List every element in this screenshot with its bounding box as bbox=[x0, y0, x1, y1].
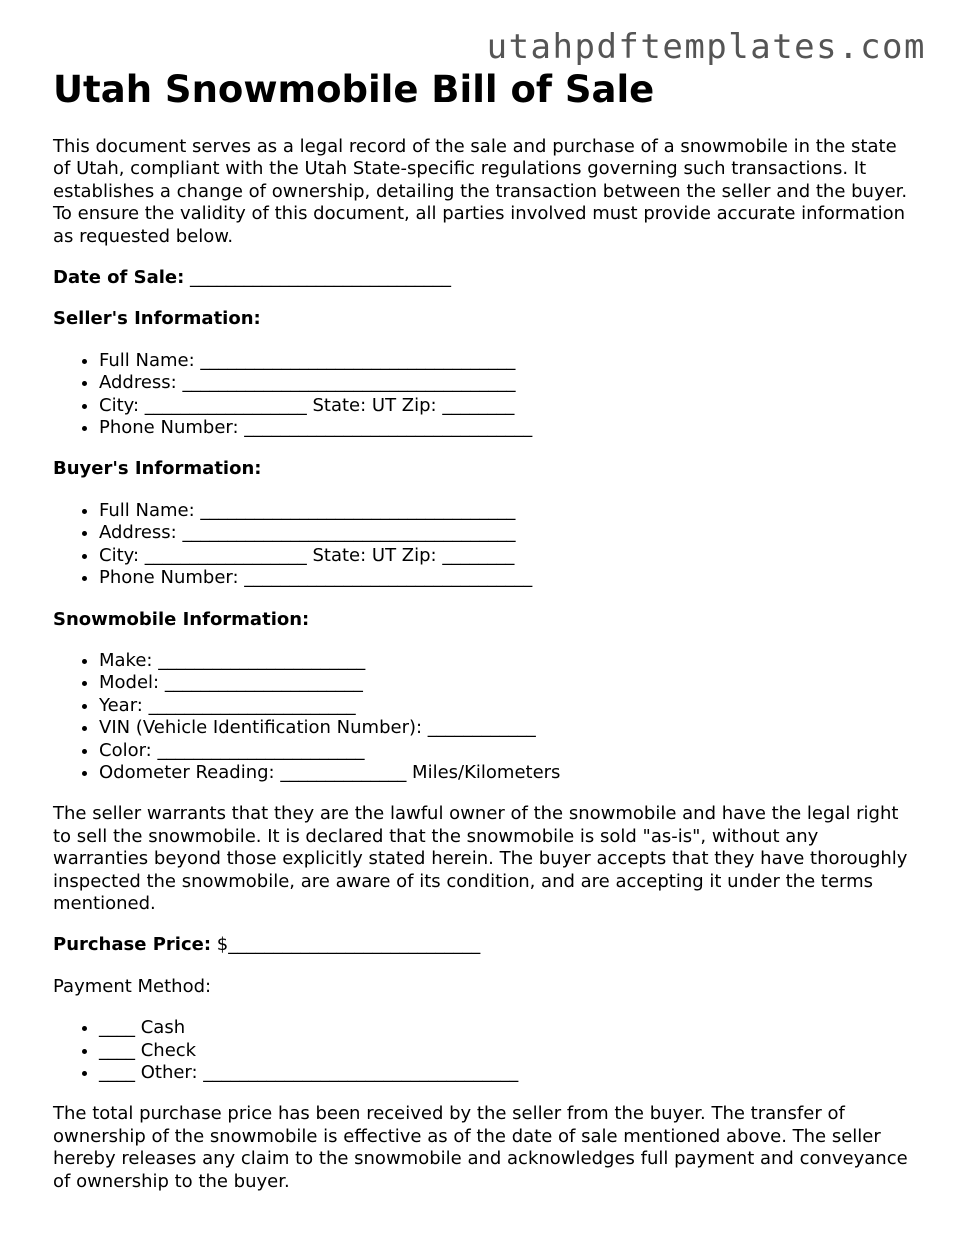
seller-info-list bbox=[53, 350, 913, 440]
payment-check: • ____ Check bbox=[99, 1040, 913, 1062]
seller-city-state-zip: • City: __________________ State: UT Zip: ________ bbox=[99, 395, 913, 417]
closing-paragraph: The total purchase price has been received by the seller from the buyer. The transfer of ownership of the snowmobile is effective as of the date of sale mentioned above. The seller hereby releases any claim to the snowmobile and acknowledges full payment and conveyance of ownership to the buyer. bbox=[53, 1103, 908, 1192]
seller-address: • Address: _____________________________________ bbox=[99, 372, 913, 394]
payment-method-list bbox=[53, 1017, 913, 1084]
payment-method-title: Payment Method: bbox=[53, 975, 212, 997]
snowmobile-info-list bbox=[53, 650, 913, 784]
warranty-paragraph: The seller warrants that they are the lawful owner of the snowmobile and have the legal right to sell the snowmobile. It is declared that the snowmobile is sold "as-is", without any warranties beyond those explicitly stated herein. The buyer accepts that they have thoroughly inspected the snowmobile, are aware of its condition, and are accepting it under the terms mentioned. bbox=[53, 803, 908, 914]
date-of-sale-blank: _____________________________ bbox=[184, 267, 452, 289]
buyer-phone: • Phone Number: ________________________________ bbox=[99, 567, 913, 589]
snowmobile-color: • Color: _______________________ bbox=[99, 740, 913, 762]
buyer-section-title: Buyer's Information: bbox=[53, 458, 262, 480]
snowmobile-model: • Model: ______________________ bbox=[99, 672, 913, 694]
buyer-full-name: • Full Name: ___________________________________ bbox=[99, 500, 913, 522]
seller-section-title: Seller's Information: bbox=[53, 308, 261, 330]
snowmobile-section-title: Snowmobile Information: bbox=[53, 608, 310, 630]
purchase-price-blank: $____________________________ bbox=[211, 934, 481, 956]
date-of-sale-field bbox=[53, 267, 913, 289]
seller-full-name: • Full Name: ___________________________________ bbox=[99, 350, 913, 372]
seller-phone: • Phone Number: ________________________________ bbox=[99, 417, 913, 439]
payment-other: • ____ Other: ___________________________________ bbox=[99, 1062, 913, 1084]
snowmobile-make: • Make: _______________________ bbox=[99, 650, 913, 672]
payment-cash: • ____ Cash bbox=[99, 1017, 913, 1039]
document-title: Utah Snowmobile Bill of Sale bbox=[53, 68, 655, 111]
date-of-sale-label: Date of Sale: bbox=[53, 267, 185, 289]
buyer-city-state-zip: • City: __________________ State: UT Zip: ________ bbox=[99, 545, 913, 567]
snowmobile-year: • Year: _______________________ bbox=[99, 695, 913, 717]
buyer-info-list bbox=[53, 500, 913, 590]
document-page bbox=[53, 68, 913, 1193]
watermark: utahpdftemplates.com bbox=[486, 27, 926, 67]
buyer-address: • Address: _____________________________________ bbox=[99, 522, 913, 544]
purchase-price-field bbox=[53, 934, 913, 956]
snowmobile-odometer: • Odometer Reading: ______________ Miles/Kilometers bbox=[99, 762, 913, 784]
purchase-price-label: Purchase Price: bbox=[53, 934, 212, 956]
intro-paragraph: This document serves as a legal record of the sale and purchase of a snowmobile in the state of Utah, compliant with the Utah State-specific regulations governing such transactions. It establishes a change of ownership, detailing the transaction between the seller and the buyer. To ensure the validity of this document, all parties involved must provide accurate information as requested below. bbox=[53, 136, 908, 247]
snowmobile-vin: • VIN (Vehicle Identification Number): ____________ bbox=[99, 717, 913, 739]
